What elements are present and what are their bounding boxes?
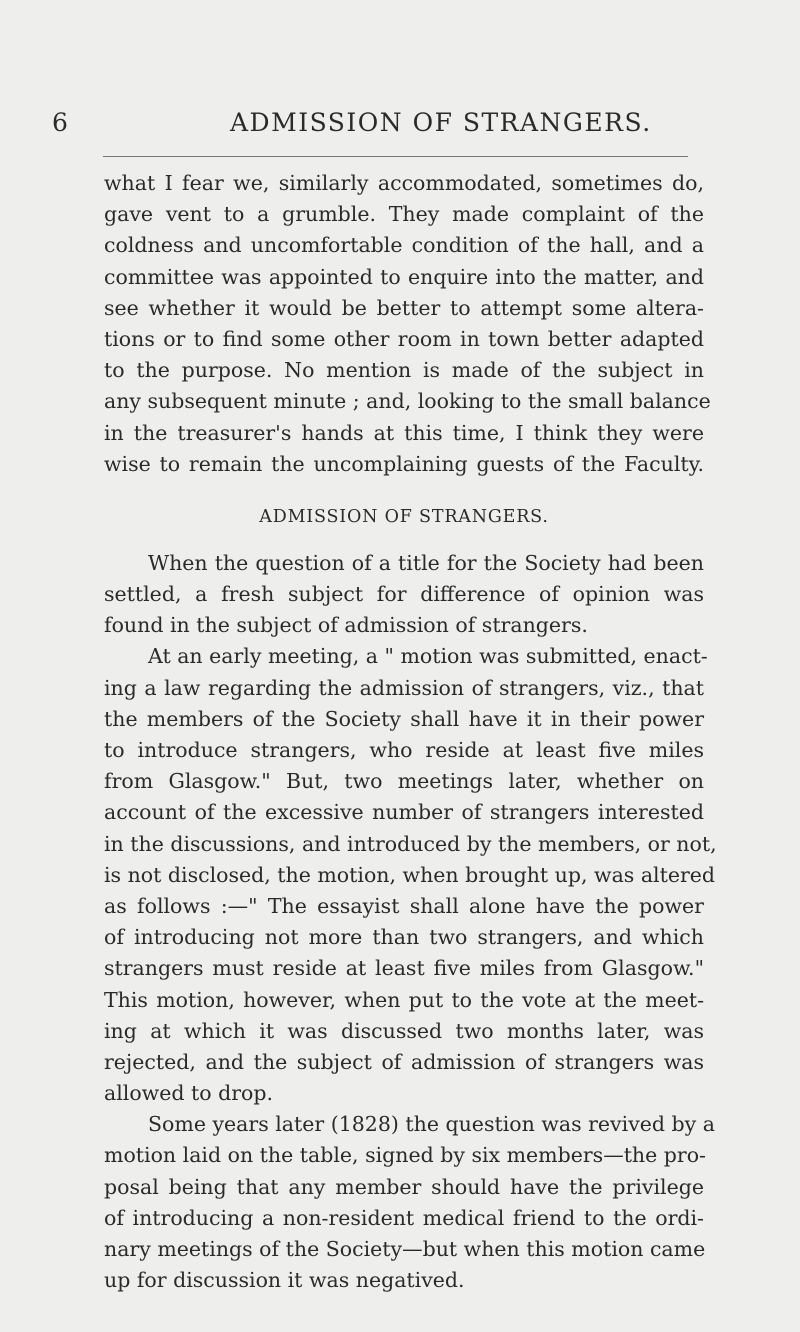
text-line: of introducing a non-resident medical friend to the ordi-: [104, 1205, 704, 1230]
text-line: from Glasgow." But, two meetings later, whether on: [104, 769, 704, 794]
running-head: ADMISSION OF STRANGERS.: [230, 108, 652, 137]
text-line: in the discussions, and introduced by the members, or not,: [104, 831, 717, 856]
text-line: up for discussion it was negatived.: [104, 1268, 465, 1293]
text-line: At an early meeting, a " motion was submitted, enact-: [148, 644, 708, 669]
text-line: as follows :—" The essayist shall alone have the power: [104, 893, 704, 918]
text-line: account of the excessive number of strangers interested: [104, 800, 704, 825]
text-line: committee was appointed to enquire into the matter, and: [104, 264, 704, 289]
text-line: nary meetings of the Society—but when this motion came: [104, 1237, 706, 1261]
text-line: Some years later (1828) the question was revived by a: [148, 1112, 715, 1137]
text-line: to the purpose. No mention is made of the subject in: [104, 358, 704, 383]
paragraph-4: [104, 1109, 715, 1296]
text-line: any subsequent minute ; and, looking to the small balance: [104, 389, 711, 414]
text-line: rejected, and the subject of admission of strangers was: [104, 1049, 704, 1074]
text-line: coldness and uncomfortable condition of the hall, and a: [104, 233, 704, 258]
text-line: in the treasurer's hands at this time, I think they were: [104, 420, 704, 445]
body-text: [104, 168, 717, 1296]
text-line: what I fear we, similarly accommodated, sometimes do,: [104, 171, 704, 195]
text-line: tions or to find some other room in town better adapted: [104, 326, 704, 351]
section-heading: ADMISSION OF STRANGERS.: [259, 506, 549, 527]
paragraph-1: [104, 168, 711, 480]
page-number: 6: [52, 108, 68, 137]
text-line: allowed to drop.: [104, 1081, 273, 1106]
text-line: settled, a fresh subject for difference of opinion was: [104, 582, 704, 607]
text-line: When the question of a title for the Society had been: [148, 550, 704, 575]
text-line: wise to remain the uncomplaining guests of the Faculty.: [104, 451, 704, 476]
text-line: is not disclosed, the motion, when brought up, was altered: [104, 862, 716, 887]
text-line: of introducing not more than two strangers, and which: [104, 925, 704, 950]
paragraph-2: [104, 548, 704, 642]
text-line: motion laid on the table, signed by six members—the pro-: [104, 1143, 706, 1168]
text-line: posal being that any member should have the privilege: [104, 1174, 704, 1199]
text-line: to introduce strangers, who reside at least five miles: [104, 738, 704, 762]
text-line: the members of the Society shall have it in their power: [104, 706, 704, 731]
text-line: strangers must reside at least five miles from Glasgow.": [104, 956, 704, 981]
text-line: ing at which it was discussed two months later, was: [104, 1018, 704, 1043]
text-line: gave vent to a grumble. They made complaint of the: [104, 202, 704, 227]
paragraph-3: [104, 641, 717, 1109]
text-line: This motion, however, when put to the vote at the meet-: [104, 987, 704, 1012]
text-line: ing a law regarding the admission of strangers, viz., that: [104, 675, 704, 700]
text-line: see whether it would be better to attempt some altera-: [104, 295, 704, 320]
page-header: [52, 108, 752, 142]
text-line: found in the subject of admission of strangers.: [104, 613, 588, 638]
header-rule: [103, 156, 688, 157]
